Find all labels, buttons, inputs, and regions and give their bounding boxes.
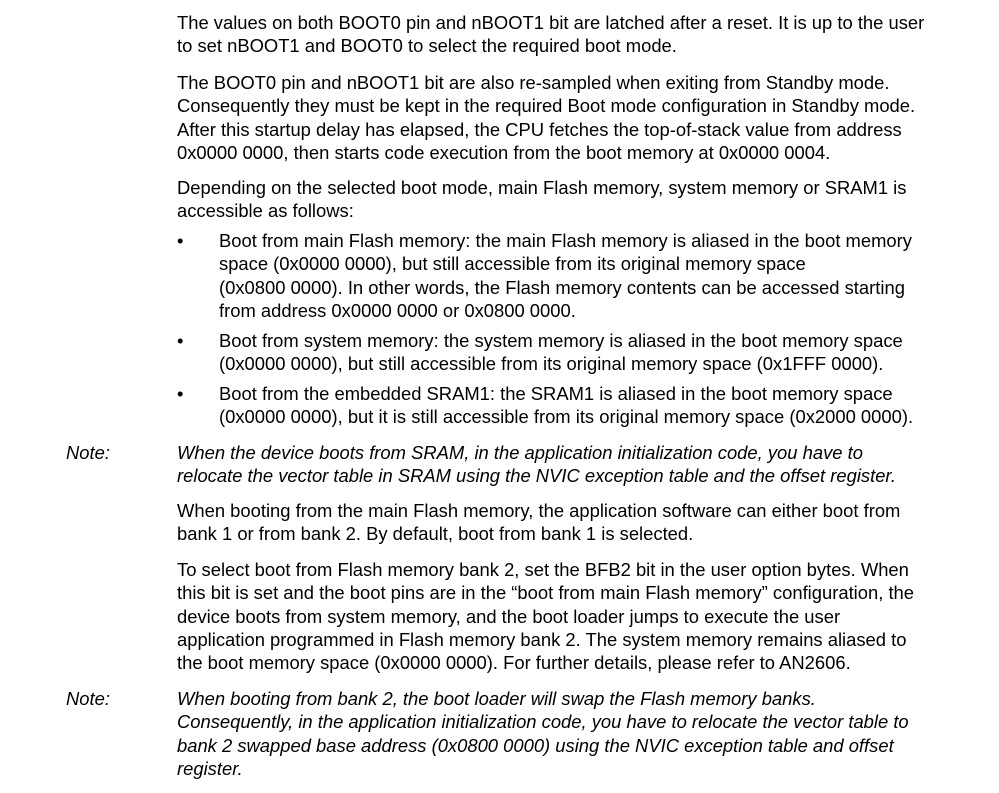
text-line: relocate the vector table in SRAM using the NVIC exception table and the offset register. (177, 465, 896, 487)
text-line: space (0x0000 0000), but still accessible from its original memory space (219, 253, 806, 275)
text-line: Depending on the selected boot mode, main Flash memory, system memory or SRAM1 is (177, 177, 907, 198)
text-line: register. (177, 757, 243, 779)
list-item-system-memory (177, 329, 977, 376)
paragraph-flash-banks (177, 499, 977, 546)
text-line: this bit is set and the boot pins are in the “boot from main Flash memory” configuration, the (177, 582, 915, 604)
paragraph-bank2-selection (177, 558, 977, 674)
text-line: Boot from the embedded SRAM1: the SRAM1 is aliased in the boot memory space (219, 383, 893, 404)
text-line: Consequently, in the application initialization code, you have to relocate the vector table to (177, 711, 909, 733)
text-line: application programmed in Flash memory bank 2. The system memory remains aliased to (177, 628, 907, 650)
note-sram-vector-table (177, 441, 977, 488)
bullet-icon: • (177, 383, 184, 404)
text-line: Boot from system memory: the system memory is aliased in the boot memory space (219, 330, 903, 351)
boot-mode-list (177, 382, 977, 429)
text-line: After this startup delay has elapsed, the CPU fetches the top-of-stack value from address (177, 118, 902, 140)
paragraph-latching (177, 11, 977, 58)
note-bank-swap (177, 687, 977, 780)
text-line: (0x0000 0000), but it is still accessible from its original memory space (0x2000 0000). (219, 406, 914, 428)
bullet-icon: • (177, 330, 184, 351)
text-line: bank 2 swapped base address (0x0800 0000) using the NVIC exception table and offset (177, 734, 894, 756)
text-line: the boot memory space (0x0000 0000). For further details, please refer to AN2606. (177, 652, 851, 674)
text-line: When booting from bank 2, the boot loader will swap the Flash memory banks. (177, 688, 816, 709)
note-label: Note: (66, 442, 110, 463)
text-line: from address 0x0000 0000 or 0x0800 0000. (219, 299, 576, 321)
text-line: bank 1 or from bank 2. By default, boot from bank 1 is selected. (177, 523, 694, 545)
text-line: (0x0000 0000), but still accessible from its original memory space (0x1FFF 0000). (219, 353, 884, 375)
text-line: To select boot from Flash memory bank 2, set the BFB2 bit in the user option bytes. When (177, 559, 909, 580)
paragraph-standby (177, 71, 977, 164)
text-line: to set nBOOT1 and BOOT0 to select the required boot mode. (177, 35, 677, 57)
bullet-icon: • (177, 230, 184, 251)
note-label: Note: (66, 688, 110, 709)
text-line: device boots from system memory, and the boot loader jumps to execute the user (177, 605, 841, 627)
text-line: (0x0800 0000). In other words, the Flash memory contents can be accessed starting (219, 276, 905, 298)
text-line: 0x0000 0000, then starts code execution from the boot memory at 0x0000 0004. (177, 141, 831, 163)
text-line: When the device boots from SRAM, in the application initialization code, you have to (177, 442, 863, 463)
list-item-sram1 (177, 382, 977, 429)
text-line: When booting from the main Flash memory, the application software can either boot from (177, 500, 901, 521)
text-line: The values on both BOOT0 pin and nBOOT1 bit are latched after a reset. It is up to the user (177, 12, 925, 33)
boot-mode-list (177, 229, 977, 322)
text-line: The BOOT0 pin and nBOOT1 bit are also re-sampled when exiting from Standby mode. (177, 72, 890, 93)
text-line: accessible as follows: (177, 200, 354, 222)
paragraph-boot-mode-intro (177, 176, 977, 223)
text-line: Consequently they must be kept in the required Boot mode configuration in Standby mode. (177, 95, 916, 117)
list-item-main-flash (177, 229, 977, 322)
text-line: Boot from main Flash memory: the main Flash memory is aliased in the boot memory (219, 230, 912, 251)
boot-mode-list (177, 329, 977, 376)
